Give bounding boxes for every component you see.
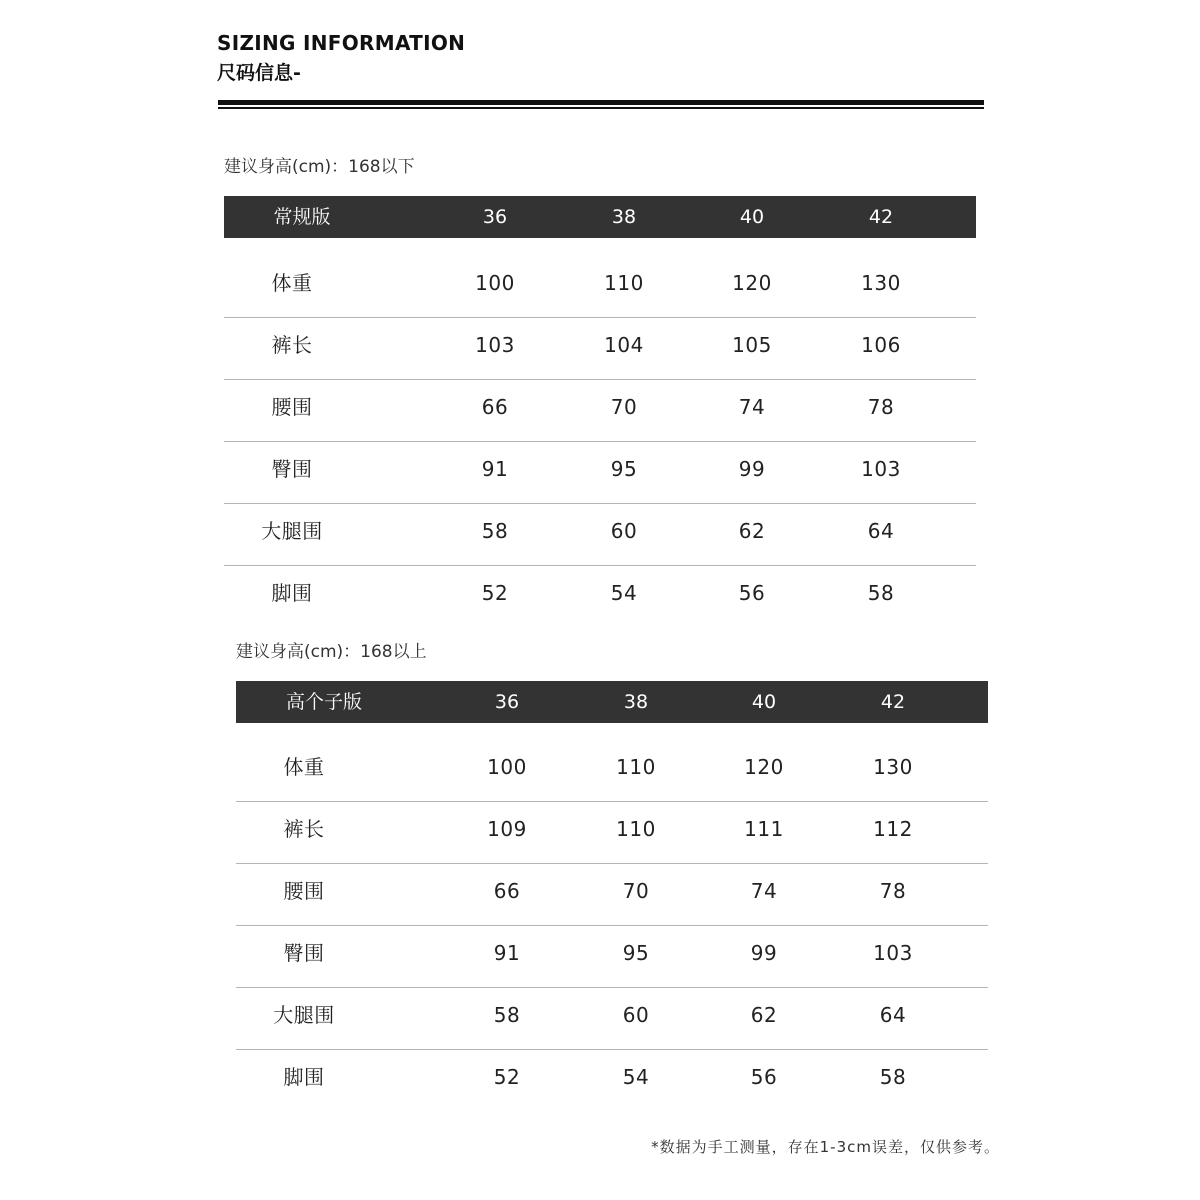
measurement-value: 70 (622, 879, 650, 903)
measurement-value: 103 (475, 333, 515, 357)
measurement-label: 腰围 (271, 395, 313, 419)
measurement-footnote: *数据为手工测量，存在1-3cm误差，仅供参考。 (651, 1138, 1000, 1156)
measurement-value: 78 (867, 395, 895, 419)
table-row (224, 504, 976, 566)
table-header (236, 681, 988, 723)
table-row (224, 256, 976, 318)
measurement-label: 臀围 (271, 457, 313, 481)
measurement-value: 54 (610, 581, 638, 605)
measurement-value: 60 (622, 1003, 650, 1027)
table-row (236, 864, 988, 926)
measurement-label: 臀围 (283, 941, 325, 965)
version-label: 高个子版 (285, 691, 363, 713)
measurement-value: 58 (481, 519, 509, 543)
measurement-value: 58 (493, 1003, 521, 1027)
measurement-value: 120 (744, 755, 784, 779)
measurement-value: 60 (610, 519, 638, 543)
size-header: 42 (868, 206, 894, 228)
size-header: 38 (623, 691, 649, 713)
measurement-value: 130 (873, 755, 913, 779)
size-header: 42 (880, 691, 906, 713)
measurement-label: 脚围 (271, 581, 313, 605)
measurement-label: 腰围 (283, 879, 325, 903)
measurement-value: 103 (861, 457, 901, 481)
measurement-value: 58 (867, 581, 895, 605)
size-header: 36 (494, 691, 520, 713)
measurement-value: 74 (738, 395, 766, 419)
measurement-value: 74 (750, 879, 778, 903)
header-divider-thin (218, 107, 984, 109)
table-row (224, 442, 976, 504)
measurement-value: 78 (879, 879, 907, 903)
measurement-value: 54 (622, 1065, 650, 1089)
measurement-value: 106 (861, 333, 901, 357)
measurement-value: 99 (750, 941, 778, 965)
table-row (236, 926, 988, 988)
size-header: 40 (751, 691, 777, 713)
height-note: 建议身高(cm)：168以上 (236, 642, 427, 662)
measurement-label: 裤长 (271, 333, 313, 357)
measurement-value: 100 (475, 271, 515, 295)
measurement-value: 52 (481, 581, 509, 605)
measurement-label: 裤长 (283, 817, 325, 841)
table-body (236, 740, 988, 1111)
measurement-label: 大腿围 (261, 519, 323, 543)
measurement-value: 70 (610, 395, 638, 419)
table-header (224, 196, 976, 238)
table-row (224, 318, 976, 380)
size-header: 36 (482, 206, 508, 228)
measurement-value: 66 (493, 879, 521, 903)
measurement-label: 大腿围 (273, 1003, 335, 1027)
measurement-value: 91 (493, 941, 521, 965)
measurement-value: 99 (738, 457, 766, 481)
measurement-value: 109 (487, 817, 527, 841)
size-header: 38 (611, 206, 637, 228)
measurement-value: 110 (604, 271, 644, 295)
measurement-value: 104 (604, 333, 644, 357)
measurement-value: 58 (879, 1065, 907, 1089)
measurement-value: 103 (873, 941, 913, 965)
table-row (224, 380, 976, 442)
measurement-value: 56 (738, 581, 766, 605)
height-note: 建议身高(cm)：168以下 (224, 157, 415, 177)
measurement-label: 体重 (271, 271, 313, 295)
measurement-value: 66 (481, 395, 509, 419)
measurement-value: 95 (622, 941, 650, 965)
measurement-value: 100 (487, 755, 527, 779)
title-chinese: 尺码信息- (217, 62, 301, 84)
table-row (236, 802, 988, 864)
measurement-value: 95 (610, 457, 638, 481)
measurement-label: 体重 (283, 755, 325, 779)
measurement-value: 62 (738, 519, 766, 543)
measurement-value: 120 (732, 271, 772, 295)
measurement-value: 111 (744, 817, 784, 841)
size-header: 40 (739, 206, 765, 228)
measurement-value: 110 (616, 817, 656, 841)
measurement-value: 130 (861, 271, 901, 295)
measurement-value: 112 (873, 817, 913, 841)
measurement-value: 91 (481, 457, 509, 481)
table-row (236, 740, 988, 802)
table-body (224, 256, 976, 627)
table-row (236, 1050, 988, 1111)
version-label: 常规版 (273, 206, 331, 228)
title-english: SIZING INFORMATION (217, 31, 466, 55)
measurement-value: 64 (879, 1003, 907, 1027)
measurement-value: 62 (750, 1003, 778, 1027)
measurement-value: 105 (732, 333, 772, 357)
measurement-value: 110 (616, 755, 656, 779)
table-row (224, 566, 976, 627)
table-row (236, 988, 988, 1050)
measurement-label: 脚围 (283, 1065, 325, 1089)
measurement-value: 56 (750, 1065, 778, 1089)
measurement-value: 52 (493, 1065, 521, 1089)
measurement-value: 64 (867, 519, 895, 543)
header-divider-thick (218, 100, 984, 105)
